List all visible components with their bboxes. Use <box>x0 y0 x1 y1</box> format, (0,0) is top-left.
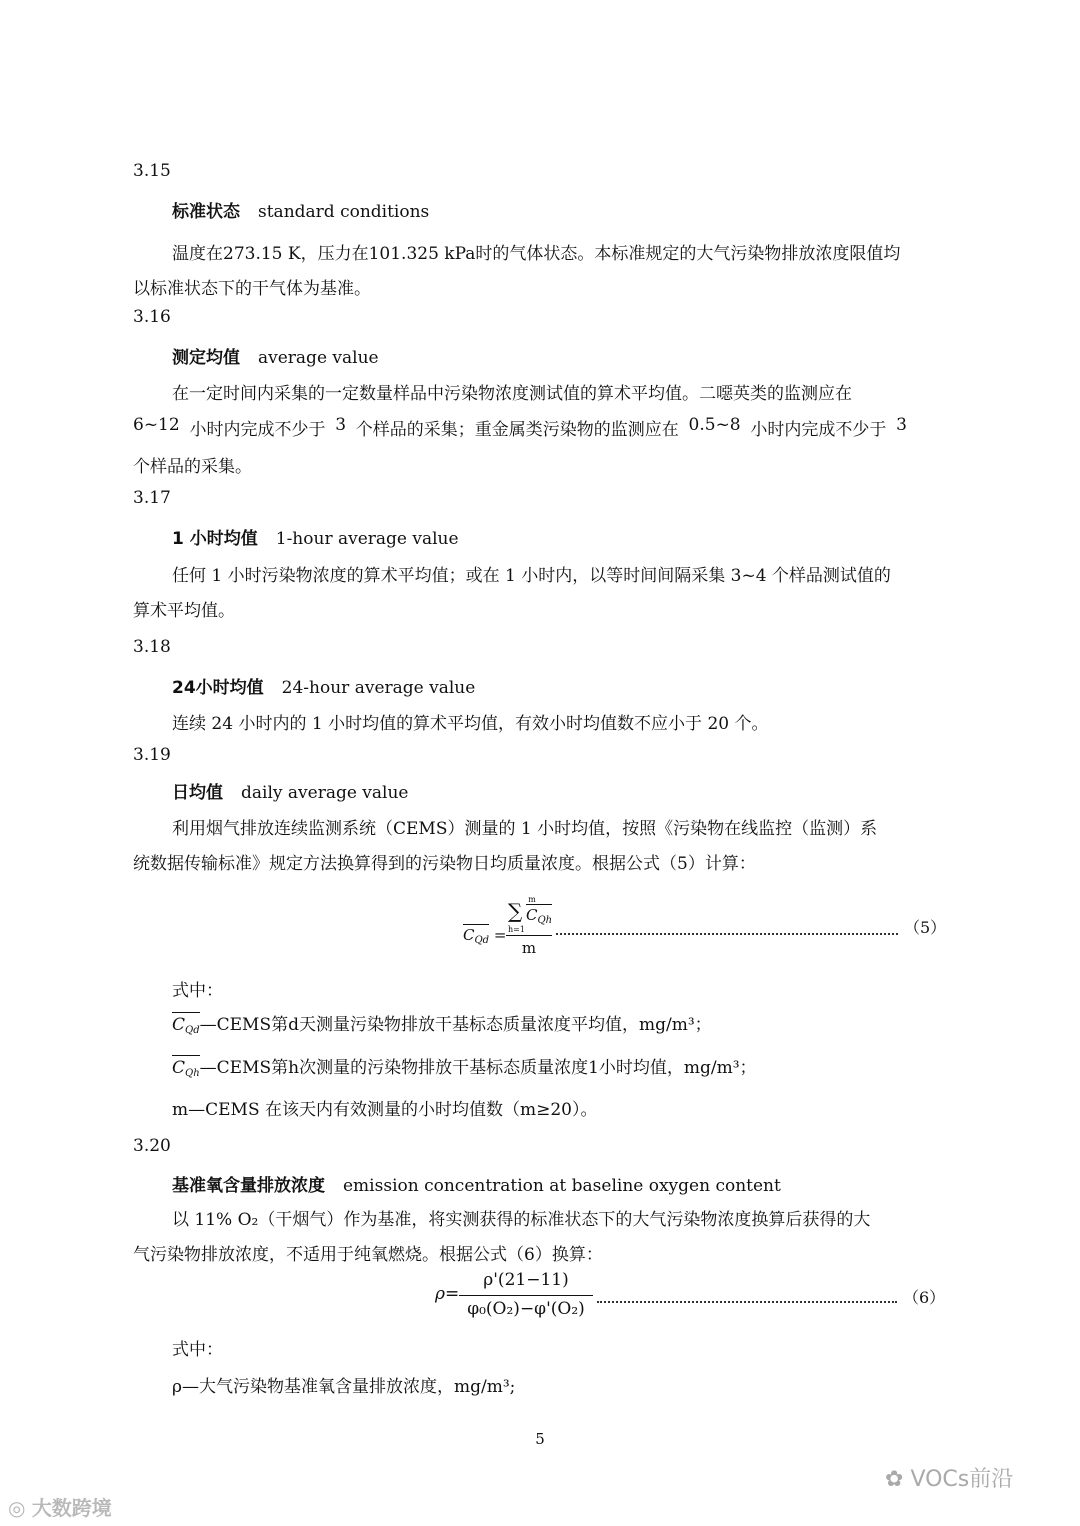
where-label: 式中： <box>172 981 223 1001</box>
variable-definition: ρ—大气污染物基准氧含量排放浓度，mg/m³; <box>172 1377 516 1397</box>
sum-lower-limit: h=1 <box>508 925 525 934</box>
paragraph-line: 气污染物排放浓度，不适用于纯氧燃烧。根据公式（6）换算： <box>133 1245 603 1265</box>
term-heading <box>172 343 379 368</box>
term-en: emission concentration at baseline oxygen content <box>343 1176 781 1196</box>
paragraph-line: 统数据传输标准》规定方法换算得到的污染物日均质量浓度。根据公式（5）计算： <box>133 854 756 874</box>
watermark-left: ◎ 大数跨境 <box>8 1496 112 1520</box>
variable-symbol: $C_{Qh}$ <box>172 1055 200 1079</box>
term-zh: 基准氧含量排放浓度 <box>172 1176 325 1196</box>
text-run: 小时内完成不少于 <box>750 420 887 440</box>
term-zh: 标准状态 <box>172 202 240 222</box>
text-run: 3 <box>896 415 907 435</box>
paragraph-line: 温度在273.15 K，压力在101.325 kPa时的气体状态。本标准规定的大气污染物排放浓度限值均 <box>172 244 901 264</box>
formula-5 <box>460 895 960 965</box>
formula-denominator: φ₀(O₂)−φ'(O₂) <box>467 1299 585 1319</box>
page-number: 5 <box>535 1430 545 1448</box>
variable-definition: $C_{Qd}—CEMS$第d天测量污染物排放干基标态质量浓度平均值，mg/m³； <box>172 1010 712 1036</box>
paragraph-line: 利用烟气排放连续监测系统（CEMS）测量的 1 小时均值，按照《污染物在线监控（监测）系 <box>172 819 878 839</box>
section-number: 3.20 <box>133 1136 171 1156</box>
paragraph-line-justified <box>133 415 907 440</box>
watermark-right: ✿ VOCs前沿 <box>885 1467 1014 1492</box>
formula-numerator: $C_{Qh}$ <box>526 906 553 926</box>
paragraph-line: 任何 1 小时污染物浓度的算术平均值；或在 1 小时内，以等时间间隔采集 3~4 个样品测试值的 <box>172 566 891 586</box>
text-run: 小时内完成不少于 <box>189 420 326 440</box>
term-zh: 1 小时均值 <box>172 529 258 549</box>
text-run: 0.5~8 <box>688 415 741 435</box>
term-zh: 日均值 <box>172 783 223 803</box>
text-run: 3 <box>335 415 347 435</box>
variable-symbol: $C_{Qd}$ <box>172 1012 200 1036</box>
paragraph-line: 以标准状态下的干气体为基准。 <box>133 279 371 299</box>
equation-number: （5） <box>904 918 947 937</box>
section-number: 3.17 <box>133 488 171 508</box>
term-heading <box>172 1171 781 1196</box>
term-en: average value <box>258 348 379 368</box>
paragraph-line: 连续 24 小时内的 1 小时均值的算术平均值，有效小时均值数不应小于 20 个。 <box>172 714 769 734</box>
paragraph-line: 以 11% O₂（干烟气）作为基准，将实测获得的标准状态下的大气污染物浓度换算后获得的大 <box>172 1210 871 1230</box>
term-zh: 24小时均值 <box>172 678 264 698</box>
fraction-bar <box>506 935 552 936</box>
term-zh: 测定均值 <box>172 348 240 368</box>
formula-6 <box>433 1268 953 1328</box>
formula-lhs: $C_{Qd}$ = <box>463 926 507 946</box>
paragraph-line: 个样品的采集。 <box>133 457 252 477</box>
term-heading <box>172 673 475 698</box>
section-number: 3.18 <box>133 637 171 657</box>
paragraph-line: 在一定时间内采集的一定数量样品中污染物浓度测试值的算术平均值。二噁英类的监测应在 <box>172 384 852 404</box>
variable-definition: $C_{Qh}—CEMS$第h次测量的污染物排放干基标态质量浓度1小时均值，mg/m³； <box>172 1053 757 1079</box>
equation-number: （6） <box>903 1288 946 1307</box>
leader-dots <box>556 933 898 935</box>
weibo-logo-icon: ◎ <box>8 1496 26 1520</box>
section-number: 3.16 <box>133 307 171 327</box>
text-run: 个样品的采集；重金属类污染物的监测应在 <box>355 420 679 440</box>
leader-dots <box>597 1301 897 1303</box>
section-number: 3.15 <box>133 161 171 181</box>
formula-denominator: m <box>521 939 537 957</box>
term-heading <box>172 778 409 803</box>
fraction-bar <box>459 1295 593 1296</box>
term-en: 1-hour average value <box>275 529 459 549</box>
formula-numerator: ρ'(21−11) <box>483 1270 569 1290</box>
term-heading <box>172 197 429 222</box>
text-run: 6~12 <box>133 415 180 435</box>
where-label: 式中： <box>172 1340 223 1360</box>
sum-symbol: ∑ <box>508 899 523 923</box>
term-heading <box>172 524 459 549</box>
wechat-logo-icon: ✿ <box>885 1467 904 1492</box>
term-en: standard conditions <box>258 202 430 222</box>
paragraph-line: 算术平均值。 <box>133 601 235 621</box>
term-en: daily average value <box>241 783 409 803</box>
term-en: 24-hour average value <box>281 678 476 698</box>
sum-upper-limit: m <box>528 895 536 904</box>
variable-definition: m—CEMS 在该天内有效测量的小时均值数（m≥20）。 <box>172 1100 598 1120</box>
section-number: 3.19 <box>133 745 171 765</box>
formula-lhs: ρ= <box>435 1284 460 1304</box>
